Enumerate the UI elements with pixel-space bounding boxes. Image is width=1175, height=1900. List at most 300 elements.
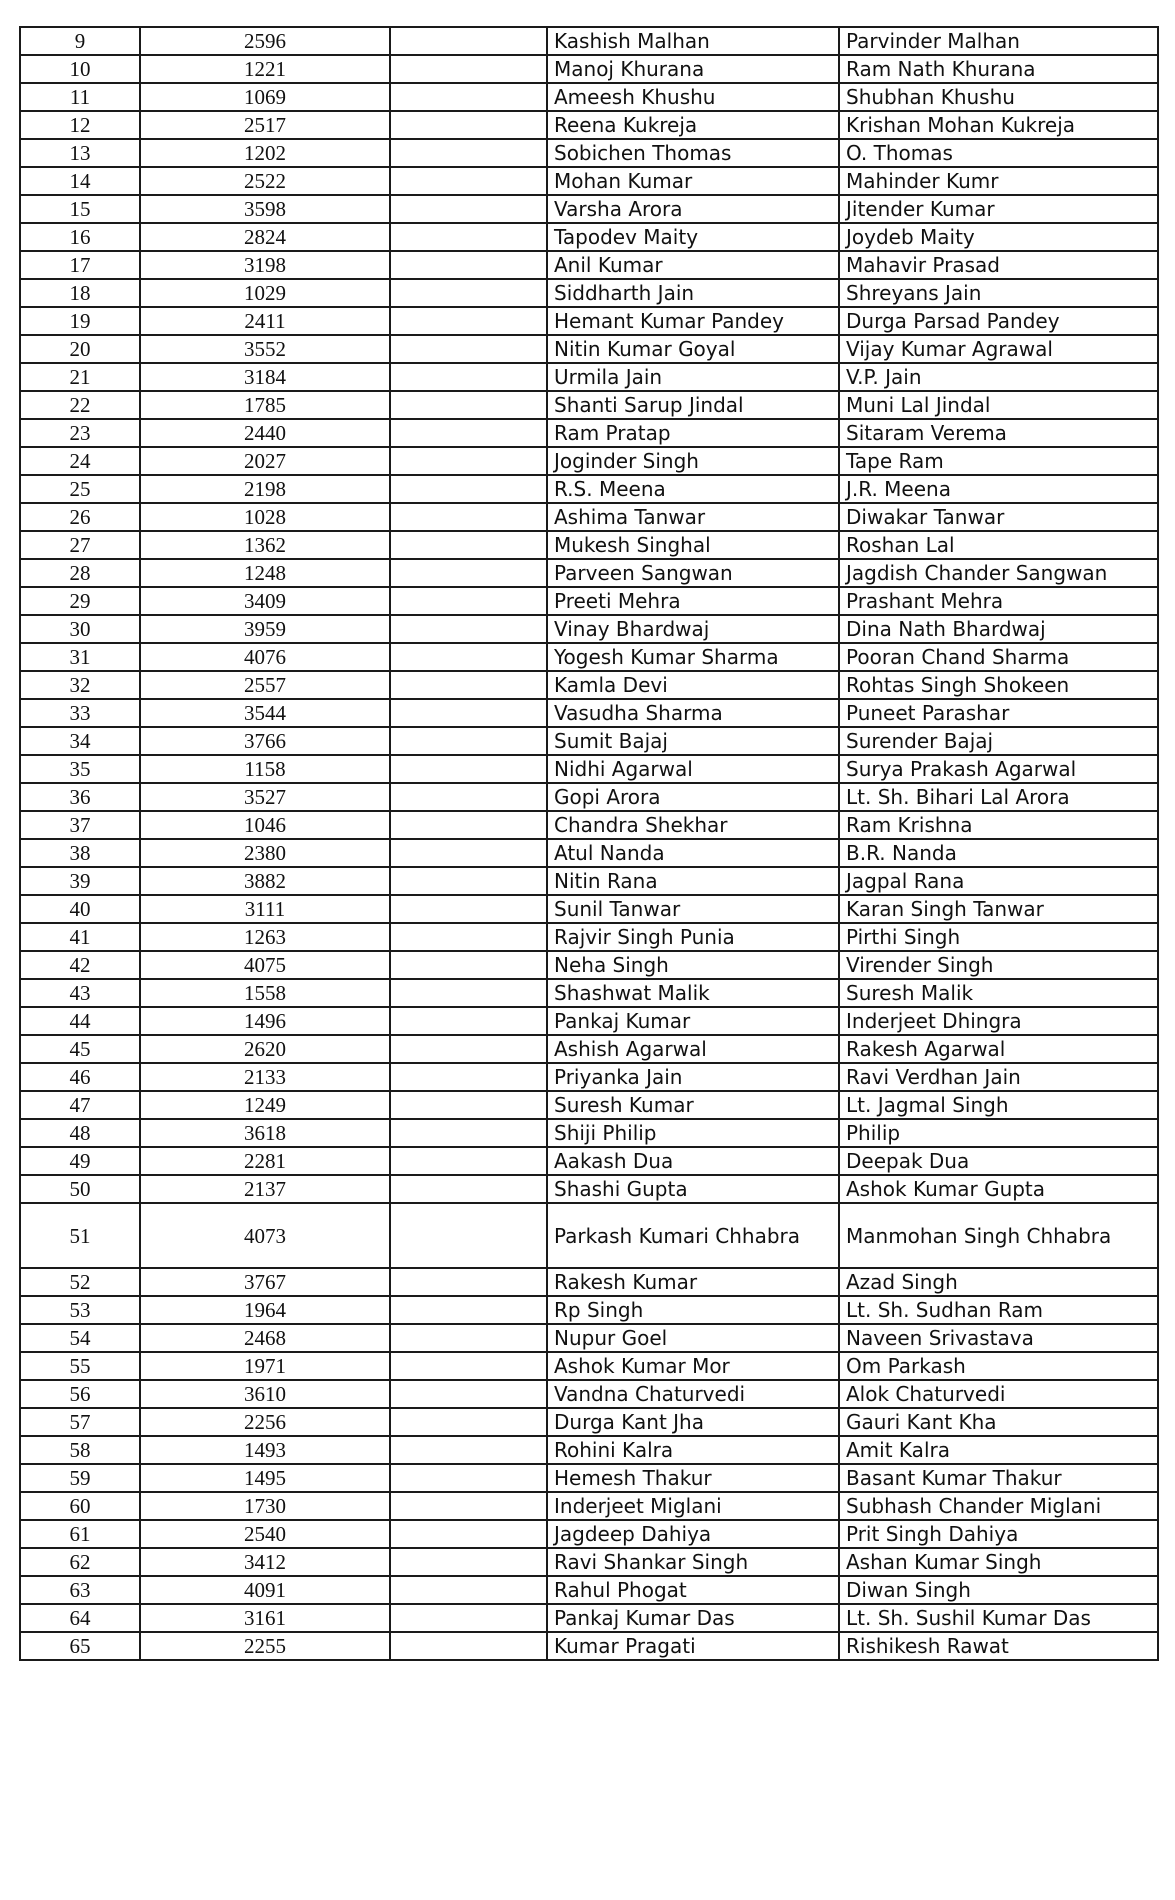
blank-cell: [390, 867, 547, 895]
serial-number-cell: 14: [20, 167, 140, 195]
serial-number-cell: 52: [20, 1268, 140, 1296]
name-cell: Shanti Sarup Jindal: [547, 391, 839, 419]
table-row: [20, 1063, 1158, 1091]
blank-cell: [390, 503, 547, 531]
father-name-cell: J.R. Meena: [839, 475, 1158, 503]
father-name-cell: Inderjeet Dhingra: [839, 1007, 1158, 1035]
id-number-cell: 1046: [140, 811, 390, 839]
id-number-cell: 1158: [140, 755, 390, 783]
father-name-cell: Prashant Mehra: [839, 587, 1158, 615]
table-row: [20, 1632, 1158, 1660]
id-number-cell: 3111: [140, 895, 390, 923]
serial-number-cell: 35: [20, 755, 140, 783]
blank-cell: [390, 895, 547, 923]
blank-cell: [390, 1175, 547, 1203]
name-cell: Vasudha Sharma: [547, 699, 839, 727]
id-number-cell: 1785: [140, 391, 390, 419]
name-cell: Shashi Gupta: [547, 1175, 839, 1203]
blank-cell: [390, 1632, 547, 1660]
serial-number-cell: 32: [20, 671, 140, 699]
father-name-cell: Gauri Kant Kha: [839, 1408, 1158, 1436]
table-row: [20, 783, 1158, 811]
serial-number-cell: 46: [20, 1063, 140, 1091]
table-row: [20, 671, 1158, 699]
table-row: [20, 139, 1158, 167]
blank-cell: [390, 1119, 547, 1147]
name-cell: Rohini Kalra: [547, 1436, 839, 1464]
name-cell: Ameesh Khushu: [547, 83, 839, 111]
table-row: [20, 447, 1158, 475]
serial-number-cell: 25: [20, 475, 140, 503]
name-cell: Urmila Jain: [547, 363, 839, 391]
name-cell: Tapodev Maity: [547, 223, 839, 251]
table-row: [20, 279, 1158, 307]
id-number-cell: 3610: [140, 1380, 390, 1408]
father-name-cell: Rohtas Singh Shokeen: [839, 671, 1158, 699]
father-name-cell: Jitender Kumar: [839, 195, 1158, 223]
name-cell: Kashish Malhan: [547, 27, 839, 55]
serial-number-cell: 41: [20, 923, 140, 951]
name-cell: Shashwat Malik: [547, 979, 839, 1007]
id-number-cell: 3552: [140, 335, 390, 363]
id-number-cell: 1263: [140, 923, 390, 951]
father-name-cell: Pirthi Singh: [839, 923, 1158, 951]
table-row: [20, 699, 1158, 727]
blank-cell: [390, 83, 547, 111]
id-number-cell: 2380: [140, 839, 390, 867]
blank-cell: [390, 1520, 547, 1548]
id-number-cell: 3184: [140, 363, 390, 391]
blank-cell: [390, 1576, 547, 1604]
blank-cell: [390, 1408, 547, 1436]
table-row: [20, 1324, 1158, 1352]
id-number-cell: 1029: [140, 279, 390, 307]
name-cell: Nitin Kumar Goyal: [547, 335, 839, 363]
id-number-cell: 2198: [140, 475, 390, 503]
id-number-cell: 1248: [140, 559, 390, 587]
name-cell: Nupur Goel: [547, 1324, 839, 1352]
id-number-cell: 2557: [140, 671, 390, 699]
name-cell: Vandna Chaturvedi: [547, 1380, 839, 1408]
id-number-cell: 2255: [140, 1632, 390, 1660]
name-cell: Jagdeep Dahiya: [547, 1520, 839, 1548]
serial-number-cell: 54: [20, 1324, 140, 1352]
name-cell: Anil Kumar: [547, 251, 839, 279]
table-row: [20, 1007, 1158, 1035]
table-row: [20, 867, 1158, 895]
blank-cell: [390, 1296, 547, 1324]
id-number-cell: 2517: [140, 111, 390, 139]
blank-cell: [390, 419, 547, 447]
id-number-cell: 1069: [140, 83, 390, 111]
father-name-cell: Naveen Srivastava: [839, 1324, 1158, 1352]
blank-cell: [390, 1203, 547, 1268]
blank-cell: [390, 475, 547, 503]
father-name-cell: Manmohan Singh Chhabra: [839, 1203, 1158, 1268]
table-row: [20, 811, 1158, 839]
table-row: [20, 27, 1158, 55]
name-cell: Rp Singh: [547, 1296, 839, 1324]
serial-number-cell: 23: [20, 419, 140, 447]
serial-number-cell: 38: [20, 839, 140, 867]
father-name-cell: Lt. Sh. Sudhan Ram: [839, 1296, 1158, 1324]
blank-cell: [390, 1352, 547, 1380]
serial-number-cell: 26: [20, 503, 140, 531]
name-cell: Rakesh Kumar: [547, 1268, 839, 1296]
father-name-cell: Lt. Sh. Bihari Lal Arora: [839, 783, 1158, 811]
father-name-cell: Philip: [839, 1119, 1158, 1147]
id-number-cell: 2620: [140, 1035, 390, 1063]
father-name-cell: Karan Singh Tanwar: [839, 895, 1158, 923]
blank-cell: [390, 1147, 547, 1175]
table-row: [20, 1147, 1158, 1175]
id-number-cell: 1730: [140, 1492, 390, 1520]
name-cell: Ram Pratap: [547, 419, 839, 447]
serial-number-cell: 65: [20, 1632, 140, 1660]
id-number-cell: 2411: [140, 307, 390, 335]
serial-number-cell: 11: [20, 83, 140, 111]
father-name-cell: Ram Nath Khurana: [839, 55, 1158, 83]
name-cell: Nidhi Agarwal: [547, 755, 839, 783]
father-name-cell: Ravi Verdhan Jain: [839, 1063, 1158, 1091]
father-name-cell: Roshan Lal: [839, 531, 1158, 559]
id-number-cell: 3959: [140, 615, 390, 643]
table-row: [20, 951, 1158, 979]
serial-number-cell: 18: [20, 279, 140, 307]
id-number-cell: 2027: [140, 447, 390, 475]
blank-cell: [390, 27, 547, 55]
blank-cell: [390, 391, 547, 419]
father-name-cell: Sitaram Verema: [839, 419, 1158, 447]
father-name-cell: Diwakar Tanwar: [839, 503, 1158, 531]
name-cell: Pankaj Kumar: [547, 1007, 839, 1035]
father-name-cell: Virender Singh: [839, 951, 1158, 979]
name-cell: Sunil Tanwar: [547, 895, 839, 923]
table-row: [20, 755, 1158, 783]
id-number-cell: 1202: [140, 139, 390, 167]
serial-number-cell: 34: [20, 727, 140, 755]
id-number-cell: 3598: [140, 195, 390, 223]
father-name-cell: Amit Kalra: [839, 1436, 1158, 1464]
table-row: [20, 1380, 1158, 1408]
id-number-cell: 1558: [140, 979, 390, 1007]
father-name-cell: Dina Nath Bhardwaj: [839, 615, 1158, 643]
table-row: [20, 1548, 1158, 1576]
blank-cell: [390, 279, 547, 307]
blank-cell: [390, 1604, 547, 1632]
id-number-cell: 2522: [140, 167, 390, 195]
table-row: [20, 1035, 1158, 1063]
name-cell: Kamla Devi: [547, 671, 839, 699]
blank-cell: [390, 1464, 547, 1492]
id-number-cell: 4073: [140, 1203, 390, 1268]
father-name-cell: O. Thomas: [839, 139, 1158, 167]
name-cell: Siddharth Jain: [547, 279, 839, 307]
serial-number-cell: 61: [20, 1520, 140, 1548]
father-name-cell: B.R. Nanda: [839, 839, 1158, 867]
id-number-cell: 3766: [140, 727, 390, 755]
name-cell: Atul Nanda: [547, 839, 839, 867]
serial-number-cell: 24: [20, 447, 140, 475]
name-cell: Manoj Khurana: [547, 55, 839, 83]
blank-cell: [390, 251, 547, 279]
serial-number-cell: 13: [20, 139, 140, 167]
id-number-cell: 2137: [140, 1175, 390, 1203]
serial-number-cell: 27: [20, 531, 140, 559]
id-number-cell: 2596: [140, 27, 390, 55]
name-cell: Nitin Rana: [547, 867, 839, 895]
blank-cell: [390, 1268, 547, 1296]
id-number-cell: 1495: [140, 1464, 390, 1492]
id-number-cell: 2256: [140, 1408, 390, 1436]
serial-number-cell: 43: [20, 979, 140, 1007]
table-row: [20, 1464, 1158, 1492]
name-cell: Aakash Dua: [547, 1147, 839, 1175]
serial-number-cell: 45: [20, 1035, 140, 1063]
name-cell: Sumit Bajaj: [547, 727, 839, 755]
id-number-cell: 4075: [140, 951, 390, 979]
id-number-cell: 3527: [140, 783, 390, 811]
id-number-cell: 4076: [140, 643, 390, 671]
id-number-cell: 3544: [140, 699, 390, 727]
father-name-cell: Diwan Singh: [839, 1576, 1158, 1604]
serial-number-cell: 17: [20, 251, 140, 279]
name-cell: Ravi Shankar Singh: [547, 1548, 839, 1576]
table-row: [20, 1268, 1158, 1296]
serial-number-cell: 30: [20, 615, 140, 643]
serial-number-cell: 50: [20, 1175, 140, 1203]
blank-cell: [390, 699, 547, 727]
father-name-cell: Mahavir Prasad: [839, 251, 1158, 279]
serial-number-cell: 60: [20, 1492, 140, 1520]
serial-number-cell: 15: [20, 195, 140, 223]
table-row: [20, 1520, 1158, 1548]
table-row: [20, 167, 1158, 195]
name-cell: Ashish Agarwal: [547, 1035, 839, 1063]
blank-cell: [390, 1035, 547, 1063]
name-cell: Hemant Kumar Pandey: [547, 307, 839, 335]
blank-cell: [390, 1380, 547, 1408]
blank-cell: [390, 335, 547, 363]
serial-number-cell: 33: [20, 699, 140, 727]
serial-number-cell: 10: [20, 55, 140, 83]
id-number-cell: 3412: [140, 1548, 390, 1576]
serial-number-cell: 44: [20, 1007, 140, 1035]
serial-number-cell: 55: [20, 1352, 140, 1380]
father-name-cell: Rakesh Agarwal: [839, 1035, 1158, 1063]
name-cell: Mukesh Singhal: [547, 531, 839, 559]
blank-cell: [390, 139, 547, 167]
name-cell: Kumar Pragati: [547, 1632, 839, 1660]
name-cell: Ashok Kumar Mor: [547, 1352, 839, 1380]
father-name-cell: Pooran Chand Sharma: [839, 643, 1158, 671]
table-row: [20, 1492, 1158, 1520]
table-row: [20, 195, 1158, 223]
father-name-cell: Jagpal Rana: [839, 867, 1158, 895]
father-name-cell: Alok Chaturvedi: [839, 1380, 1158, 1408]
table-row: [20, 307, 1158, 335]
table-row: [20, 1091, 1158, 1119]
father-name-cell: Lt. Jagmal Singh: [839, 1091, 1158, 1119]
table-row: [20, 1296, 1158, 1324]
serial-number-cell: 29: [20, 587, 140, 615]
serial-number-cell: 12: [20, 111, 140, 139]
serial-number-cell: 20: [20, 335, 140, 363]
id-number-cell: 2281: [140, 1147, 390, 1175]
serial-number-cell: 59: [20, 1464, 140, 1492]
father-name-cell: Ashok Kumar Gupta: [839, 1175, 1158, 1203]
blank-cell: [390, 587, 547, 615]
blank-cell: [390, 195, 547, 223]
name-cell: Gopi Arora: [547, 783, 839, 811]
father-name-cell: Durga Parsad Pandey: [839, 307, 1158, 335]
serial-number-cell: 56: [20, 1380, 140, 1408]
father-name-cell: Vijay Kumar Agrawal: [839, 335, 1158, 363]
blank-cell: [390, 363, 547, 391]
blank-cell: [390, 671, 547, 699]
table-row: [20, 363, 1158, 391]
serial-number-cell: 51: [20, 1203, 140, 1268]
serial-number-cell: 49: [20, 1147, 140, 1175]
name-cell: Rajvir Singh Punia: [547, 923, 839, 951]
father-name-cell: Muni Lal Jindal: [839, 391, 1158, 419]
father-name-cell: Om Parkash: [839, 1352, 1158, 1380]
table-row: [20, 1436, 1158, 1464]
father-name-cell: Joydeb Maity: [839, 223, 1158, 251]
id-number-cell: 3409: [140, 587, 390, 615]
father-name-cell: Surender Bajaj: [839, 727, 1158, 755]
father-name-cell: Prit Singh Dahiya: [839, 1520, 1158, 1548]
serial-number-cell: 21: [20, 363, 140, 391]
name-cell: Durga Kant Jha: [547, 1408, 839, 1436]
serial-number-cell: 22: [20, 391, 140, 419]
id-number-cell: 1496: [140, 1007, 390, 1035]
id-number-cell: 3618: [140, 1119, 390, 1147]
id-number-cell: 3882: [140, 867, 390, 895]
father-name-cell: Ram Krishna: [839, 811, 1158, 839]
blank-cell: [390, 1063, 547, 1091]
serial-number-cell: 31: [20, 643, 140, 671]
name-cell: Hemesh Thakur: [547, 1464, 839, 1492]
blank-cell: [390, 615, 547, 643]
table-row: [20, 1604, 1158, 1632]
name-cell: Yogesh Kumar Sharma: [547, 643, 839, 671]
table-row: [20, 419, 1158, 447]
table-body: [20, 27, 1158, 1660]
serial-number-cell: 48: [20, 1119, 140, 1147]
id-number-cell: 1971: [140, 1352, 390, 1380]
table-row: [20, 1175, 1158, 1203]
serial-number-cell: 40: [20, 895, 140, 923]
blank-cell: [390, 167, 547, 195]
table-row: [20, 1352, 1158, 1380]
blank-cell: [390, 531, 547, 559]
table-row: [20, 1203, 1158, 1268]
father-name-cell: Jagdish Chander Sangwan: [839, 559, 1158, 587]
id-number-cell: 2824: [140, 223, 390, 251]
member-table: [19, 26, 1159, 1661]
blank-cell: [390, 811, 547, 839]
id-number-cell: 4091: [140, 1576, 390, 1604]
table-row: [20, 643, 1158, 671]
blank-cell: [390, 1091, 547, 1119]
father-name-cell: Surya Prakash Agarwal: [839, 755, 1158, 783]
blank-cell: [390, 223, 547, 251]
name-cell: Preeti Mehra: [547, 587, 839, 615]
blank-cell: [390, 839, 547, 867]
table-row: [20, 475, 1158, 503]
name-cell: Vinay Bhardwaj: [547, 615, 839, 643]
serial-number-cell: 28: [20, 559, 140, 587]
blank-cell: [390, 1548, 547, 1576]
table-row: [20, 895, 1158, 923]
name-cell: Joginder Singh: [547, 447, 839, 475]
blank-cell: [390, 1492, 547, 1520]
name-cell: Parveen Sangwan: [547, 559, 839, 587]
name-cell: Inderjeet Miglani: [547, 1492, 839, 1520]
name-cell: Parkash Kumari Chhabra: [547, 1203, 839, 1268]
name-cell: Mohan Kumar: [547, 167, 839, 195]
serial-number-cell: 16: [20, 223, 140, 251]
serial-number-cell: 63: [20, 1576, 140, 1604]
table-row: [20, 839, 1158, 867]
table-row: [20, 223, 1158, 251]
father-name-cell: Puneet Parashar: [839, 699, 1158, 727]
table-row: [20, 559, 1158, 587]
name-cell: Varsha Arora: [547, 195, 839, 223]
blank-cell: [390, 55, 547, 83]
id-number-cell: 1362: [140, 531, 390, 559]
father-name-cell: Subhash Chander Miglani: [839, 1492, 1158, 1520]
name-cell: Priyanka Jain: [547, 1063, 839, 1091]
blank-cell: [390, 951, 547, 979]
table-row: [20, 111, 1158, 139]
father-name-cell: Mahinder Kumr: [839, 167, 1158, 195]
table-row: [20, 587, 1158, 615]
table-row: [20, 979, 1158, 1007]
father-name-cell: Lt. Sh. Sushil Kumar Das: [839, 1604, 1158, 1632]
name-cell: Sobichen Thomas: [547, 139, 839, 167]
id-number-cell: 1964: [140, 1296, 390, 1324]
name-cell: R.S. Meena: [547, 475, 839, 503]
blank-cell: [390, 307, 547, 335]
table-row: [20, 83, 1158, 111]
blank-cell: [390, 755, 547, 783]
serial-number-cell: 36: [20, 783, 140, 811]
table-row: [20, 391, 1158, 419]
father-name-cell: Parvinder Malhan: [839, 27, 1158, 55]
name-cell: Ashima Tanwar: [547, 503, 839, 531]
serial-number-cell: 42: [20, 951, 140, 979]
id-number-cell: 3198: [140, 251, 390, 279]
blank-cell: [390, 643, 547, 671]
father-name-cell: Krishan Mohan Kukreja: [839, 111, 1158, 139]
serial-number-cell: 19: [20, 307, 140, 335]
blank-cell: [390, 783, 547, 811]
blank-cell: [390, 111, 547, 139]
blank-cell: [390, 1007, 547, 1035]
father-name-cell: Basant Kumar Thakur: [839, 1464, 1158, 1492]
blank-cell: [390, 727, 547, 755]
serial-number-cell: 57: [20, 1408, 140, 1436]
id-number-cell: 2133: [140, 1063, 390, 1091]
name-cell: Reena Kukreja: [547, 111, 839, 139]
id-number-cell: 1249: [140, 1091, 390, 1119]
id-number-cell: 2468: [140, 1324, 390, 1352]
name-cell: Shiji Philip: [547, 1119, 839, 1147]
id-number-cell: 1028: [140, 503, 390, 531]
table-row: [20, 335, 1158, 363]
